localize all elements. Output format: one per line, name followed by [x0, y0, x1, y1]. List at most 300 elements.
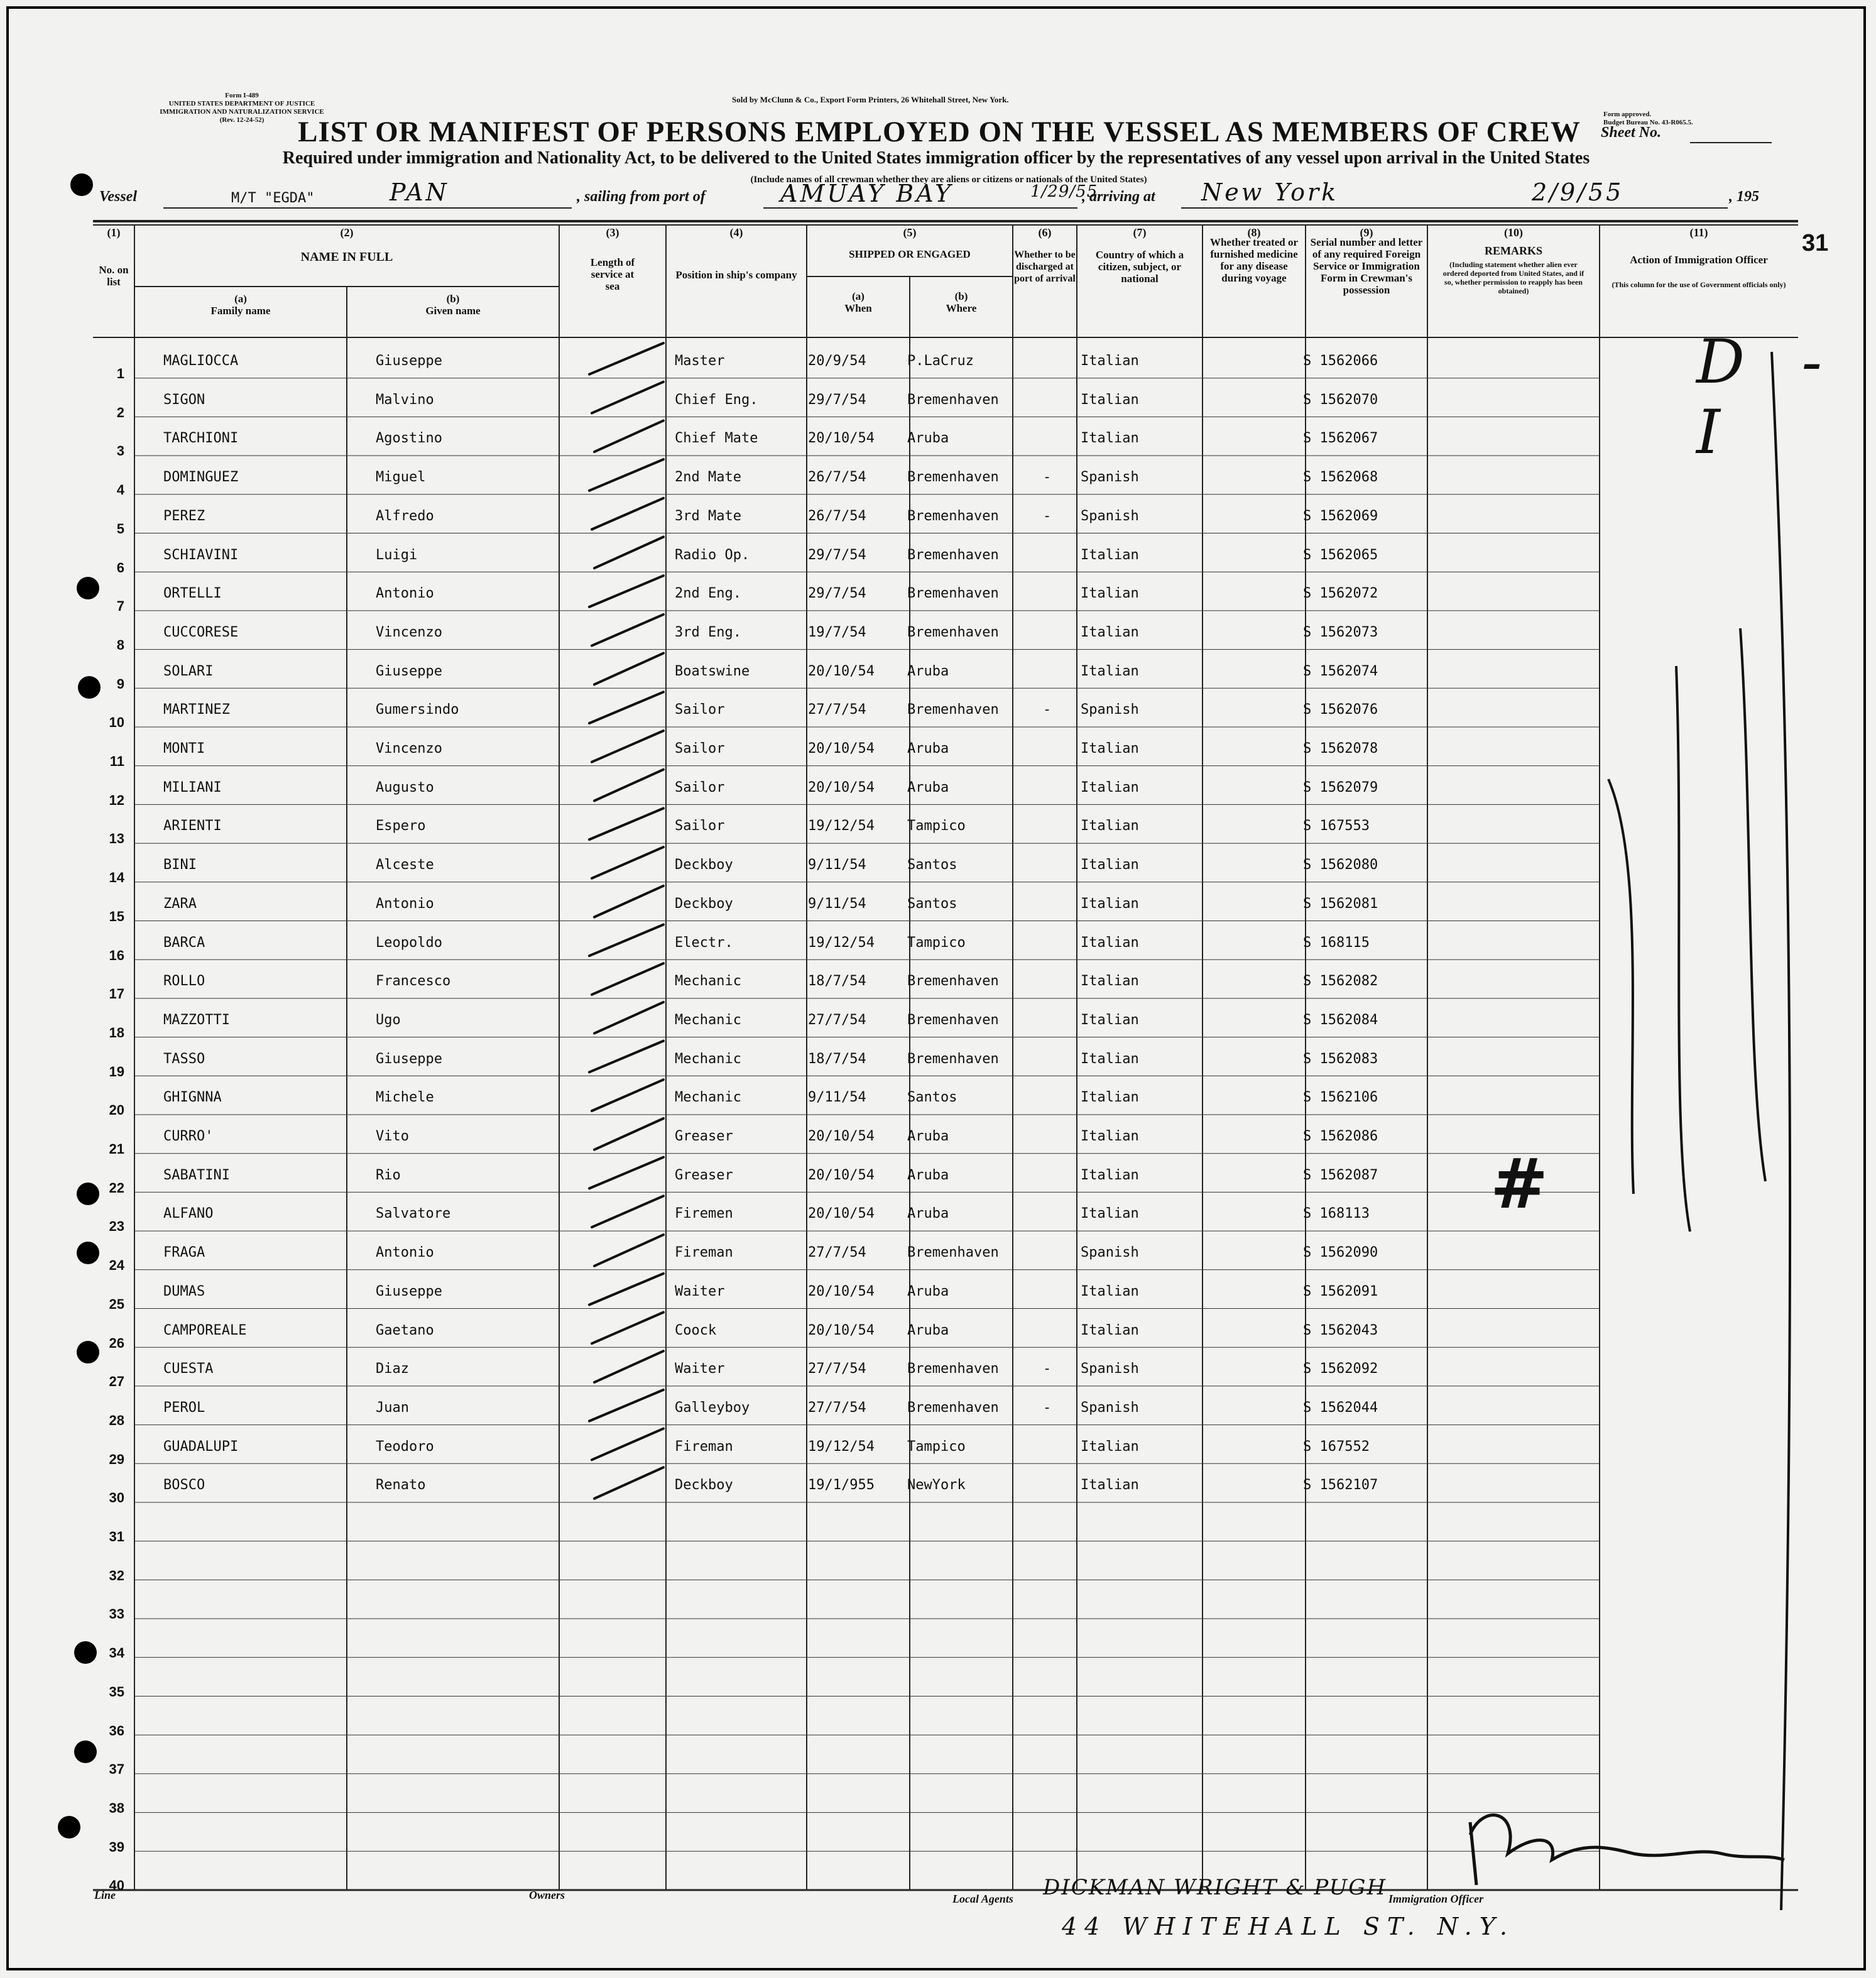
- cell-family: BARCA: [163, 934, 205, 951]
- punch-hole: [78, 676, 101, 699]
- page-subtitle: Required under immigration and Nationality Act, to be delivered to the United States immigration officer by the representatives of any vessel upon arrival in the United States: [282, 148, 1590, 168]
- row-number: 37: [109, 1761, 124, 1778]
- cell-when: 19/12/54: [808, 818, 875, 834]
- approved-text: Form approved.: [1603, 111, 1652, 118]
- cell-where: Aruba: [907, 779, 949, 795]
- row-number: 12: [109, 792, 124, 808]
- cell-discharged: -: [1043, 508, 1052, 524]
- cell-when: 29/7/54: [808, 586, 866, 602]
- row-number: 34: [109, 1645, 124, 1661]
- cell-when: 27/7/54: [808, 1012, 866, 1028]
- cell-where: Bremenhaven: [907, 586, 999, 602]
- service-tick: [592, 963, 663, 995]
- cell-position: Greaser: [675, 1128, 733, 1144]
- service-name: IMMIGRATION AND NATURALIZATION SERVICE: [160, 108, 324, 116]
- cell-given: Vincenzo: [376, 624, 442, 640]
- cell-position: Coock: [675, 1322, 717, 1338]
- service-tick: [589, 1041, 663, 1073]
- sailing-date: 1/29/55: [1030, 182, 1098, 201]
- cell-when: 20/10/54: [808, 741, 875, 757]
- row-number: 10: [109, 714, 124, 731]
- cell-position: 3rd Mate: [675, 508, 741, 524]
- row-number: 27: [109, 1374, 124, 1390]
- cell-serial: S 1562080: [1303, 857, 1378, 873]
- row-number: 23: [109, 1218, 124, 1235]
- cell-serial: S 1562073: [1303, 624, 1378, 640]
- cell-given: Ugo: [376, 1012, 401, 1028]
- cell-given: Vincenzo: [376, 741, 442, 757]
- cell-family: CURRO': [163, 1128, 214, 1144]
- cell-where: Aruba: [907, 1322, 949, 1338]
- service-tick: [594, 1235, 663, 1266]
- col-num-3: (3): [606, 226, 619, 239]
- cell-serial: S 1562086: [1303, 1128, 1378, 1144]
- col-head-medicine: Whether treated or furnished medicine for any disease during voyage: [1209, 236, 1299, 284]
- cell-given: Gaetano: [376, 1322, 434, 1338]
- service-tick: [589, 1274, 663, 1305]
- cell-family: ORTELLI: [163, 586, 222, 602]
- row-number: 4: [116, 482, 124, 498]
- cell-position: Mechanic: [675, 1090, 741, 1106]
- cell-serial: S 168113: [1303, 1206, 1370, 1222]
- col-num-10: (10): [1504, 226, 1523, 239]
- cell-discharged: -: [1043, 702, 1052, 718]
- row-number: 33: [109, 1606, 124, 1622]
- cell-when: 20/10/54: [808, 1322, 875, 1338]
- cell-where: Bremenhaven: [907, 1245, 999, 1261]
- col-head-action-note: (This column for the use of Government officials only): [1612, 280, 1786, 289]
- row-number: 17: [109, 986, 124, 1002]
- cell-position: Chief Eng.: [675, 391, 758, 408]
- cell-family: ROLLO: [163, 973, 205, 990]
- cell-when: 19/7/54: [808, 624, 866, 640]
- row-number: 24: [109, 1257, 124, 1274]
- cell-position: Mechanic: [675, 1051, 741, 1067]
- cell-where: Santos: [907, 895, 957, 912]
- footer-agents-address: 44 WHITEHALL ST. N.Y.: [1062, 1913, 1515, 1940]
- cell-where: Bremenhaven: [907, 1012, 999, 1028]
- service-tick: [594, 1351, 663, 1382]
- col-head-shipped: SHIPPED OR ENGAGED: [849, 248, 971, 260]
- cell-family: FRAGA: [163, 1245, 205, 1261]
- cell-position: Firemen: [675, 1206, 733, 1222]
- cell-country: Spanish: [1081, 702, 1139, 718]
- cell-country: Italian: [1081, 741, 1139, 757]
- cell-when: 20/10/54: [808, 1128, 875, 1144]
- row-number: 31: [109, 1529, 124, 1544]
- cell-family: SIGON: [163, 391, 205, 408]
- cell-where: Bremenhaven: [907, 1051, 999, 1067]
- row-number: 3: [116, 443, 124, 459]
- cell-country: Italian: [1081, 624, 1139, 640]
- cell-country: Italian: [1081, 973, 1139, 990]
- service-tick: [592, 1313, 663, 1344]
- cell-country: Italian: [1081, 1283, 1139, 1299]
- cell-family: TASSO: [163, 1051, 205, 1067]
- col-head-name: NAME IN FULL: [300, 250, 393, 264]
- cell-country: Italian: [1081, 663, 1139, 679]
- cell-country: Italian: [1081, 895, 1139, 912]
- footer-owners-label: Owners: [529, 1889, 565, 1901]
- cell-country: Italian: [1081, 818, 1139, 834]
- cell-given: Giuseppe: [376, 663, 442, 679]
- cell-country: Italian: [1081, 1128, 1139, 1144]
- cell-when: 20/10/54: [808, 1206, 875, 1222]
- cell-country: Italian: [1081, 779, 1139, 795]
- punch-hole: [74, 1641, 97, 1664]
- cell-where: Bremenhaven: [907, 1361, 999, 1377]
- cell-country: Italian: [1081, 1012, 1139, 1028]
- service-tick: [592, 847, 663, 878]
- cell-position: Sailor: [675, 702, 725, 718]
- service-tick: [589, 1157, 663, 1189]
- cell-when: 20/10/54: [808, 779, 875, 795]
- punch-hole: [77, 1341, 99, 1363]
- footer-agents-value: DICKMAN WRIGHT & PUGH: [1043, 1875, 1387, 1900]
- cell-serial: S 1562078: [1303, 741, 1378, 757]
- cell-where: Aruba: [907, 663, 949, 679]
- sailing-label: , sailing from port of: [577, 189, 706, 205]
- service-tick: [589, 459, 663, 491]
- cell-family: PEROL: [163, 1399, 205, 1416]
- cell-serial: S 168115: [1303, 934, 1370, 951]
- vessel-label: Vessel: [99, 189, 137, 205]
- cell-position: Sailor: [675, 779, 725, 795]
- cell-country: Italian: [1081, 391, 1139, 408]
- cell-position: Fireman: [675, 1438, 733, 1455]
- cell-country: Italian: [1081, 547, 1139, 563]
- col-head-serial: Serial number and letter of any required Foreign Service or Immigration Form in Crewman's possession: [1310, 236, 1423, 296]
- cell-country: Italian: [1081, 1167, 1139, 1183]
- cell-serial: S 1562072: [1303, 586, 1378, 602]
- cell-given: Luigi: [376, 547, 418, 563]
- cell-given: Salvatore: [376, 1206, 451, 1222]
- action-column-bracket: [1772, 352, 1790, 1910]
- row-number: 18: [109, 1024, 124, 1041]
- cell-position: Waiter: [675, 1361, 725, 1377]
- punch-hole: [70, 173, 93, 196]
- footer-officer-label: Immigration Officer: [1388, 1893, 1484, 1905]
- row-number: 7: [116, 598, 124, 615]
- cell-when: 18/7/54: [808, 973, 866, 990]
- row-number: 40: [109, 1877, 124, 1894]
- service-tick: [592, 615, 663, 646]
- row-number: 5: [116, 520, 124, 537]
- cell-where: Tampico: [907, 1438, 966, 1455]
- cell-position: Greaser: [675, 1167, 733, 1183]
- cell-position: Deckboy: [675, 1477, 733, 1494]
- cell-serial: S 1562082: [1303, 973, 1378, 990]
- cell-family: GHIGNNA: [163, 1090, 222, 1106]
- cell-where: Aruba: [907, 1167, 949, 1183]
- row-number: 13: [109, 831, 124, 847]
- col-num-4: (4): [729, 226, 743, 239]
- cell-family: ALFANO: [163, 1206, 214, 1222]
- cell-given: Teodoro: [376, 1438, 434, 1455]
- cell-serial: S 1562065: [1303, 547, 1378, 563]
- sheet-number-label: Sheet No.: [1601, 124, 1661, 141]
- cell-when: 19/12/54: [808, 934, 875, 951]
- cell-family: MAZZOTTI: [163, 1012, 230, 1028]
- footer-line-label: Line: [94, 1889, 116, 1901]
- punch-hole: [58, 1816, 80, 1839]
- sailing-port: AMUAY BAY: [780, 180, 954, 207]
- cell-family: GUADALUPI: [163, 1438, 239, 1455]
- row-number: 29: [109, 1451, 124, 1467]
- cell-country: Italian: [1081, 1051, 1139, 1067]
- row-number: 9: [116, 675, 124, 692]
- cell-position: Sailor: [675, 818, 725, 834]
- service-tick: [589, 343, 663, 374]
- cell-country: Italian: [1081, 353, 1139, 369]
- service-tick: [592, 1079, 663, 1111]
- cell-when: 9/11/54: [808, 1090, 866, 1106]
- cell-where: Santos: [907, 1090, 957, 1106]
- cell-given: Espero: [376, 818, 426, 834]
- cell-when: 29/7/54: [808, 391, 866, 408]
- cell-where: Bremenhaven: [907, 547, 999, 563]
- cell-where: Aruba: [907, 1206, 949, 1222]
- row-number: 8: [116, 637, 124, 653]
- cell-given: Gumersindo: [376, 702, 459, 718]
- row-number: 35: [109, 1683, 124, 1700]
- col-head-remarks-note: (Including statement whether alien ever ordered deported from United States, and if so, whether permission to reapply has been obtained): [1442, 260, 1584, 295]
- cell-given: Agostino: [376, 430, 442, 447]
- cell-when: 20/10/54: [808, 1283, 875, 1299]
- cell-where: NewYork: [907, 1477, 966, 1494]
- arriving-label: , arriving at: [1082, 189, 1155, 205]
- cell-country: Italian: [1081, 857, 1139, 873]
- row-number: 20: [109, 1102, 124, 1118]
- cell-where: Tampico: [907, 934, 966, 951]
- punch-hole: [77, 577, 99, 599]
- cell-where: Aruba: [907, 430, 949, 447]
- service-tick: [594, 653, 663, 685]
- cell-family: MONTI: [163, 741, 205, 757]
- cell-serial: S 1562043: [1303, 1322, 1378, 1338]
- page-title: LIST OR MANIFEST OF PERSONS EMPLOYED ON THE VESSEL AS MEMBERS OF CREW: [298, 116, 1581, 148]
- cell-position: Deckboy: [675, 857, 733, 873]
- service-tick: [592, 1429, 663, 1460]
- cell-given: Augusto: [376, 779, 434, 795]
- cell-given: Antonio: [376, 1245, 434, 1261]
- printer-note: Sold by McClunn & Co., Export Form Printers, 26 Whitehall Street, New York.: [732, 95, 1009, 104]
- cell-position: 2nd Mate: [675, 469, 741, 486]
- cell-serial: S 167553: [1303, 818, 1370, 834]
- col-head-where: (b) Where: [946, 290, 977, 314]
- action-mark: D - I: [1696, 327, 1841, 467]
- service-tick: [594, 770, 663, 801]
- cell-given: Antonio: [376, 895, 434, 912]
- cell-serial: S 1562076: [1303, 702, 1378, 718]
- punch-hole: [77, 1183, 99, 1205]
- cell-given: Giuseppe: [376, 1051, 442, 1067]
- cell-when: 29/7/54: [808, 547, 866, 563]
- col-head-position: Position in ship's company: [675, 269, 797, 281]
- cell-family: MARTINEZ: [163, 702, 230, 718]
- service-tick: [589, 925, 663, 956]
- service-tick: [594, 420, 663, 452]
- cell-serial: S 1562068: [1303, 469, 1378, 486]
- row-number: 16: [109, 947, 124, 963]
- cell-serial: S 1562067: [1303, 430, 1378, 447]
- cell-serial: S 1562074: [1303, 663, 1378, 679]
- col-num-6: (6): [1038, 226, 1052, 239]
- cell-position: Boatswine: [675, 663, 750, 679]
- cell-discharged: -: [1043, 469, 1052, 486]
- col-num-1: (1): [107, 226, 121, 239]
- row-number: 22: [109, 1179, 124, 1196]
- cell-serial: S 1562092: [1303, 1361, 1378, 1377]
- form-number: Form I-489: [225, 92, 259, 99]
- col-head-discharged: Whether to be discharged at port of arrival: [1014, 249, 1076, 284]
- cell-discharged: -: [1043, 1399, 1052, 1416]
- cell-where: Bremenhaven: [907, 702, 999, 718]
- col-num-9: (9): [1360, 226, 1373, 239]
- page-subnote: (Include names of all crewman whether they are aliens or citizens or nationals of the United States): [750, 175, 1147, 185]
- cell-family: BINI: [163, 857, 197, 873]
- service-tick: [592, 1196, 663, 1227]
- col-head-given: (b) Given name: [425, 293, 481, 317]
- cell-where: Bremenhaven: [907, 469, 999, 486]
- cell-family: SCHIAVINI: [163, 547, 239, 563]
- cell-family: MAGLIOCCA: [163, 353, 239, 369]
- cell-when: 20/9/54: [808, 353, 866, 369]
- cell-position: 2nd Eng.: [675, 586, 741, 602]
- cell-where: Bremenhaven: [907, 624, 999, 640]
- cell-position: Chief Mate: [675, 430, 758, 447]
- cell-serial: S 167552: [1303, 1438, 1370, 1455]
- cell-when: 19/12/54: [808, 1438, 875, 1455]
- cell-position: Waiter: [675, 1283, 725, 1299]
- col-num-11: (11): [1689, 226, 1708, 239]
- punch-hole: [74, 1740, 97, 1763]
- cell-country: Italian: [1081, 1477, 1139, 1494]
- cell-given: Rio: [376, 1167, 401, 1183]
- cell-serial: S 1562084: [1303, 1012, 1378, 1028]
- service-tick: [589, 1390, 663, 1421]
- cell-family: SOLARI: [163, 663, 214, 679]
- cell-discharged: -: [1043, 1361, 1052, 1377]
- revision-date: (Rev. 12-24-52): [219, 116, 264, 124]
- cell-family: MILIANI: [163, 779, 222, 795]
- cell-country: Italian: [1081, 1322, 1139, 1338]
- service-tick: [589, 576, 663, 607]
- cell-family: TARCHIONI: [163, 430, 239, 447]
- handwritten-stroke: [1676, 666, 1690, 1232]
- cell-position: Deckboy: [675, 895, 733, 912]
- cell-position: Master: [675, 353, 725, 369]
- row-number: 19: [109, 1063, 124, 1079]
- col-num-7: (7): [1133, 226, 1147, 239]
- cell-when: 20/10/54: [808, 430, 875, 447]
- cell-country: Spanish: [1081, 1399, 1139, 1416]
- cell-given: Diaz: [376, 1361, 409, 1377]
- cell-when: 26/7/54: [808, 469, 866, 486]
- cell-country: Spanish: [1081, 1245, 1139, 1261]
- col-head-no: No. on list: [99, 264, 129, 288]
- row-number: 38: [109, 1800, 124, 1816]
- row-number: 39: [109, 1839, 124, 1855]
- cell-country: Italian: [1081, 430, 1139, 447]
- col-num-2: (2): [340, 226, 354, 239]
- cell-when: 20/10/54: [808, 663, 875, 679]
- handwritten-stroke: [1608, 779, 1633, 1194]
- cell-when: 9/11/54: [808, 895, 866, 912]
- vessel-name: M/T "EGDA": [231, 190, 315, 206]
- row-number: 1: [116, 366, 124, 381]
- officer-signature: [1470, 1815, 1784, 1860]
- cell-serial: S 1562091: [1303, 1283, 1378, 1299]
- cell-given: Antonio: [376, 586, 434, 602]
- remarks-mark: #: [1490, 1144, 1549, 1224]
- row-number: 36: [109, 1722, 124, 1739]
- cell-given: Renato: [376, 1477, 426, 1494]
- cell-given: Juan: [376, 1399, 409, 1416]
- cell-where: Santos: [907, 857, 957, 873]
- cell-family: DUMAS: [163, 1283, 205, 1299]
- cell-position: Sailor: [675, 741, 725, 757]
- row-number: 6: [116, 559, 124, 576]
- cell-where: Aruba: [907, 1283, 949, 1299]
- cell-family: ARIENTI: [163, 818, 222, 834]
- cell-family: CUESTA: [163, 1361, 214, 1377]
- cell-where: P.LaCruz: [907, 353, 974, 369]
- cell-when: 18/7/54: [808, 1051, 866, 1067]
- cell-when: 27/7/54: [808, 1245, 866, 1261]
- service-tick: [594, 886, 663, 917]
- cell-given: Alfredo: [376, 508, 434, 524]
- service-tick: [594, 1002, 663, 1034]
- cell-when: 27/7/54: [808, 1361, 866, 1377]
- cell-serial: S 1562083: [1303, 1051, 1378, 1067]
- row-number: 14: [109, 870, 124, 886]
- cell-country: Italian: [1081, 1206, 1139, 1222]
- footer-agents-label: Local Agents: [952, 1893, 1013, 1905]
- service-tick: [594, 1467, 663, 1499]
- cell-family: DOMINGUEZ: [163, 469, 239, 486]
- cell-country: Italian: [1081, 934, 1139, 951]
- budget-number: Budget Bureau No. 43-R065.5.: [1603, 119, 1693, 126]
- cell-given: Miguel: [376, 469, 426, 486]
- cell-where: Bremenhaven: [907, 973, 999, 990]
- service-tick: [594, 1118, 663, 1150]
- cell-serial: S 1562069: [1303, 508, 1378, 524]
- cell-country: Spanish: [1081, 469, 1139, 486]
- col-head-action: Action of Immigration Officer: [1630, 254, 1768, 266]
- row-number: 28: [109, 1412, 124, 1428]
- arrival-date: 2/9/55: [1532, 178, 1624, 206]
- cell-serial: S 1562079: [1303, 779, 1378, 795]
- service-tick: [592, 498, 663, 530]
- vessel-flag: PAN: [390, 178, 449, 206]
- cell-given: Alceste: [376, 857, 434, 873]
- cell-when: 27/7/54: [808, 702, 866, 718]
- cell-given: Vito: [376, 1128, 409, 1144]
- cell-position: Mechanic: [675, 973, 741, 990]
- service-tick: [589, 808, 663, 839]
- cell-serial: S 1562044: [1303, 1399, 1378, 1416]
- cell-family: ZARA: [163, 895, 197, 912]
- cell-where: Bremenhaven: [907, 508, 999, 524]
- row-number: 15: [109, 908, 124, 924]
- cell-given: Giuseppe: [376, 353, 442, 369]
- cell-serial: S 1562107: [1303, 1477, 1378, 1494]
- cell-given: Francesco: [376, 973, 451, 990]
- cell-position: Galleyboy: [675, 1399, 750, 1416]
- cell-position: 3rd Eng.: [675, 624, 741, 640]
- cell-family: CAMPOREALE: [163, 1322, 247, 1338]
